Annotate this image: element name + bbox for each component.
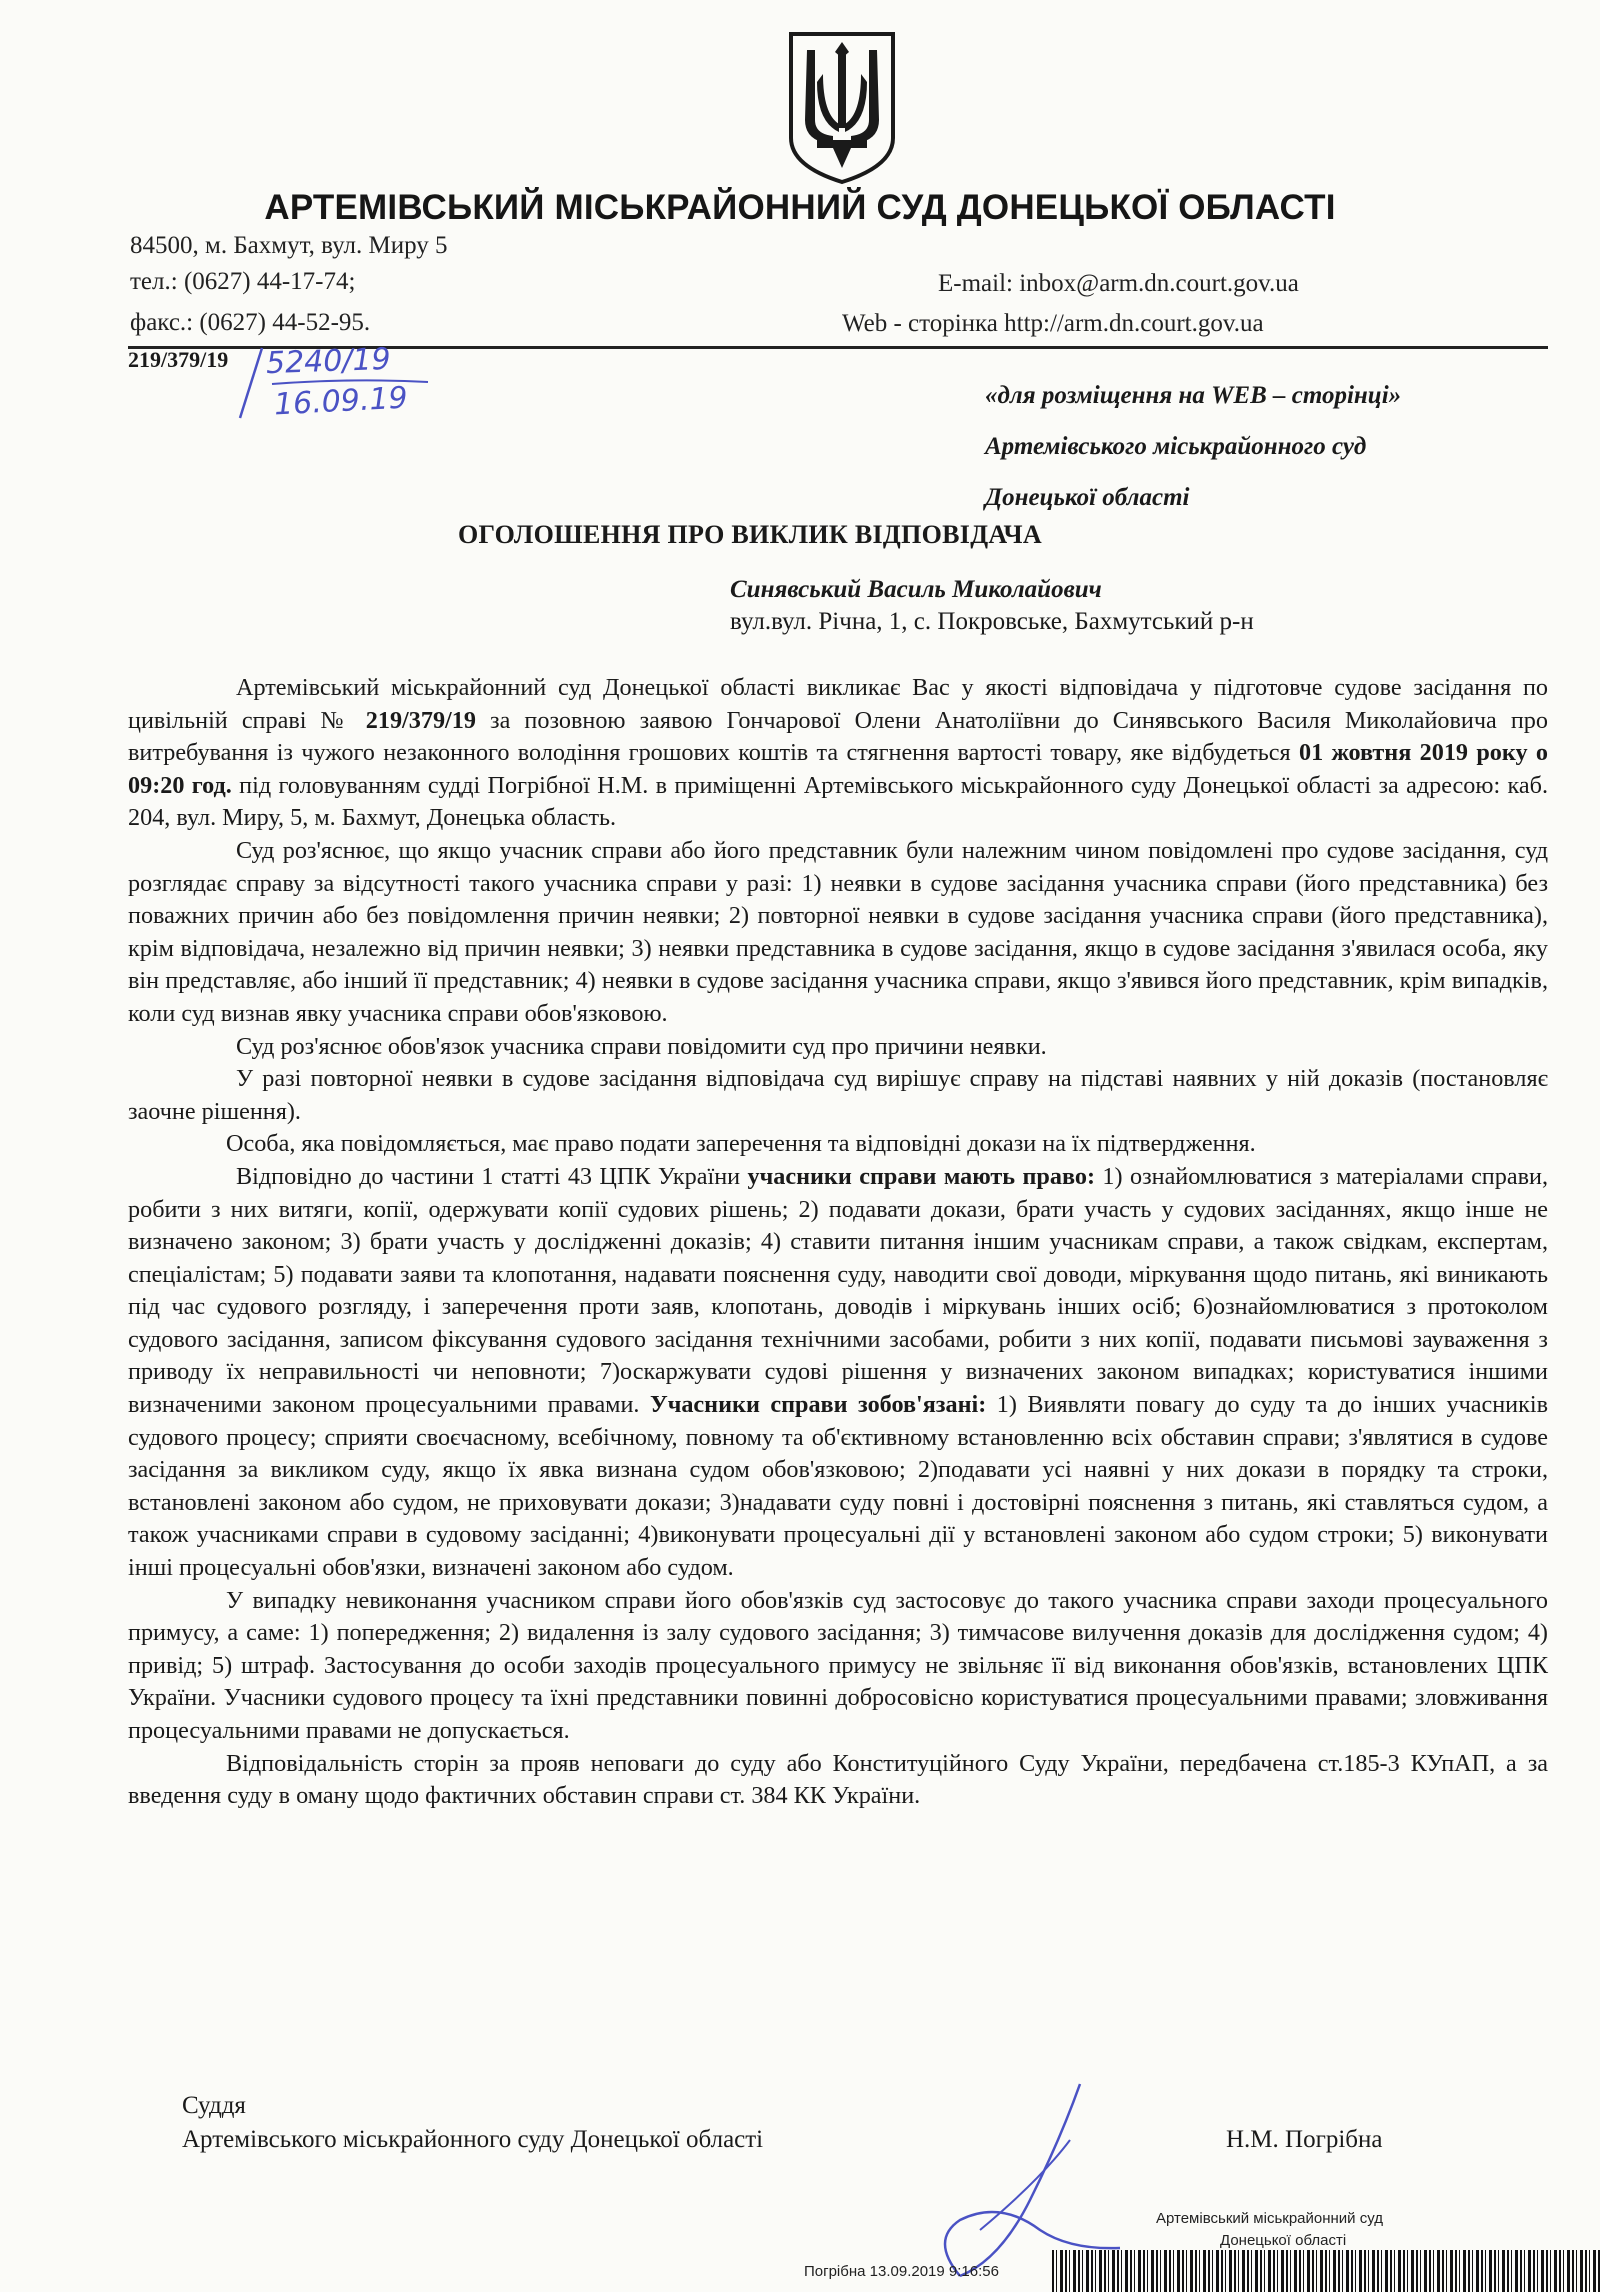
paragraph-objection-right: Особа, яка повідомляється, має право подати заперечення та відповідні докази на їх підтвердження. [226,1130,1256,1158]
handwritten-strokes [232,342,432,422]
recipient-line-3: Донецької області [985,484,1190,511]
court-name-heading: АРТЕМІВСЬКИЙ МІСЬКРАЙОННИЙ СУД ДОНЕЦЬКОЇ ОБЛАСТІ [264,188,1336,227]
court-email: E-mail: inbox@arm.dn.court.gov.ua [938,270,1299,297]
court-address: 84500, м. Бахмут, вул. Миру 5 [130,232,448,259]
registration-number: 219/379/19 [128,347,229,372]
hearing-datetime: 01 жовтня 2019 року о 09:20 год. [128,739,1548,799]
paragraph-coercion: У випадку невиконання учасником справи його обов'язків суд застосовує до такого учасника справи заходи процесуального примусу, а саме: 1) попередження; 2) видалення із залу судового засідання; 3) тимчасове вилучення доказів для дослідження судом; 4) привід; 5) штраф. Застосування до особи заходів процесуального примусу не звільняє її від виконання обов'язків, встановлених ЦПК України. Учасники судового процесу та їхні представники повинні добросовісно користуватися процесуальними правами; зловживання процесуальними правами не допускається. [128,1586,1548,1744]
stamp-court-line-2: Донецької області [1220,2232,1347,2249]
stamp-court-line-1: Артемівський міськрайонний суд [1156,2210,1383,2227]
court-fax: факс.: (0627) 44-52-95. [130,309,371,336]
rights-label: учасники справи мають право: [747,1162,1096,1190]
court-phone: тел.: (0627) 44-17-74; [130,268,356,295]
handwritten-outgoing-number: 5240/19 [265,341,392,382]
coat-of-arms-icon [783,28,901,186]
respondent-name: Синявський Василь Миколайович [730,576,1102,603]
paragraph-default-judgment: У разі повторної неявки в судове засідання відповідача суд вирішує справу на підставі наявних у ній доказів (постановляє заочне рішення). [128,1065,1548,1125]
paragraph-liability: Відповідальність сторін за прояв неповаги до суду або Конституційного Суду України, передбачена ст.185-3 КУпАП, а за введення суду в оману щодо фактичних обставин справи ст. 384 КК України. [128,1749,1548,1810]
handwritten-date: 16.09.19 [273,380,409,423]
print-timestamp: Погрібна 13.09.2019 9:16:56 [804,2263,999,2280]
paragraph-summons: Артемівський міськрайонний суд Донецької області викликає Вас у якості відповідача у підготовче судове засідання по цивільній справі № 219/379/19 за позовною заявою Гончарової Олени Анатоліївни до Синявського Василя Миколайовича про витребування із чужого незаконного володіння грошових коштів та стягнення вартості товару, яке відбудеться 01 жовтня 2019 року о 09:20 год. під головуванням судді Погрібної Н.М. в приміщенні Артемівського міськрайонного суду Донецької області за адресою: каб. 204, вул. Миру, 5, м. Бахмут, Донецька область. [128,674,1548,832]
signature-court: Артемівського міськрайонного суду Донецької області [182,2126,764,2153]
signature-name: Н.М. Погрібна [1226,2126,1383,2153]
court-website: Web - сторінка http://arm.dn.court.gov.ua [842,310,1264,337]
notice-body [128,672,1548,1813]
paragraph-rights-duties: Відповідно до частини 1 статті 43 ЦПК України учасники справи мають право: 1) ознайомлюватися з матеріалами справи, робити з них витяги, копії, одержувати копії судових рішень; 2) подавати докази, брати участь у судових засіданнях, якщо інше не визначено законом; 3) брати участь у дослідженні доказів; 4) ставити питання іншим учасникам справи, а також свідкам, експертам, спеціалістам; 5) подавати заяви та клопотання, надавати пояснення суду, наводити свої доводи, міркування щодо питань, які виникають під час судового розгляду, і заперечення проти заяв, клопотань, доводів і міркувань інших осіб; 6)ознайомлюватися з протоколом судового засідання, записом фіксування судового засідання технічними засобами, робити з них копії, подавати письмові зауваження з приводу їх неправильності чи неповноти; 7)оскаржувати судові рішення у визначених законом випадках; користуватися іншими визначеними законом процесуальними правами. Учасники справи зобов'язані: 1) Виявляти повагу до суду та до інших учасників судового процесу; сприяти своєчасному, всебічному, повному та об'єктивному встановленню всіх обставин справи; з'являтися в судове засідання за викликом суду, якщо їх явка визнана судом обов'язковою; 2)подавати усі наявні у них докази в порядку та строки, встановлені законом або судом, не приховувати докази; 3)надавати суду повні і достовірні пояснення з питань, які ставляться судом, а також учасниками справи в судовому засіданні; 4)виконувати процесуальні дії у встановлені законом або судом строки; 5) виконувати інші процесуальні обов'язки, визначені законом або судом. [128,1162,1548,1582]
recipient-line-1: «для розміщення на WEB – сторінці» [985,382,1402,409]
duties-label: Учасники справи зобов'язані: [649,1391,987,1419]
paragraph-absence-rules: Суд роз'яснює, що якщо учасник справи або його представник були належним чином повідомлені про судове засідання, суд розглядає справу за відсутності такого учасника справи у разі: 1) неявки в судове засідання учасника справи (його представника) без поважних причин або без повідомлення причин неявки; 2) повторної неявки в судове засідання учасника справи (його представника), крім відповідача, незалежно від причин неявки; 3) неявки представника в судове засідання, якщо в судове засідання з'явилася особа, яку він представляє, або інший її представник; 4) неявки в судове засідання учасника справи, якщо з'явився його представник, крім випадків, коли суд визнав явку учасника справи обов'язковою. [128,836,1548,1027]
recipient-line-2: Артемівського міськрайонного суд [985,433,1367,460]
case-number: 219/379/19 [365,706,476,734]
respondent-address: вул.вул. Річна, 1, с. Покровське, Бахмутський р-н [730,608,1254,635]
document-barcode [1052,2250,1600,2292]
notice-title: ОГОЛОШЕННЯ ПРО ВИКЛИК ВІДПОВІДАЧА [457,520,1043,549]
signature-role: Суддя [182,2092,246,2119]
paragraph-notify-duty: Суд роз'яснює обов'язок учасника справи повідомити суд про причини неявки. [236,1032,1047,1060]
